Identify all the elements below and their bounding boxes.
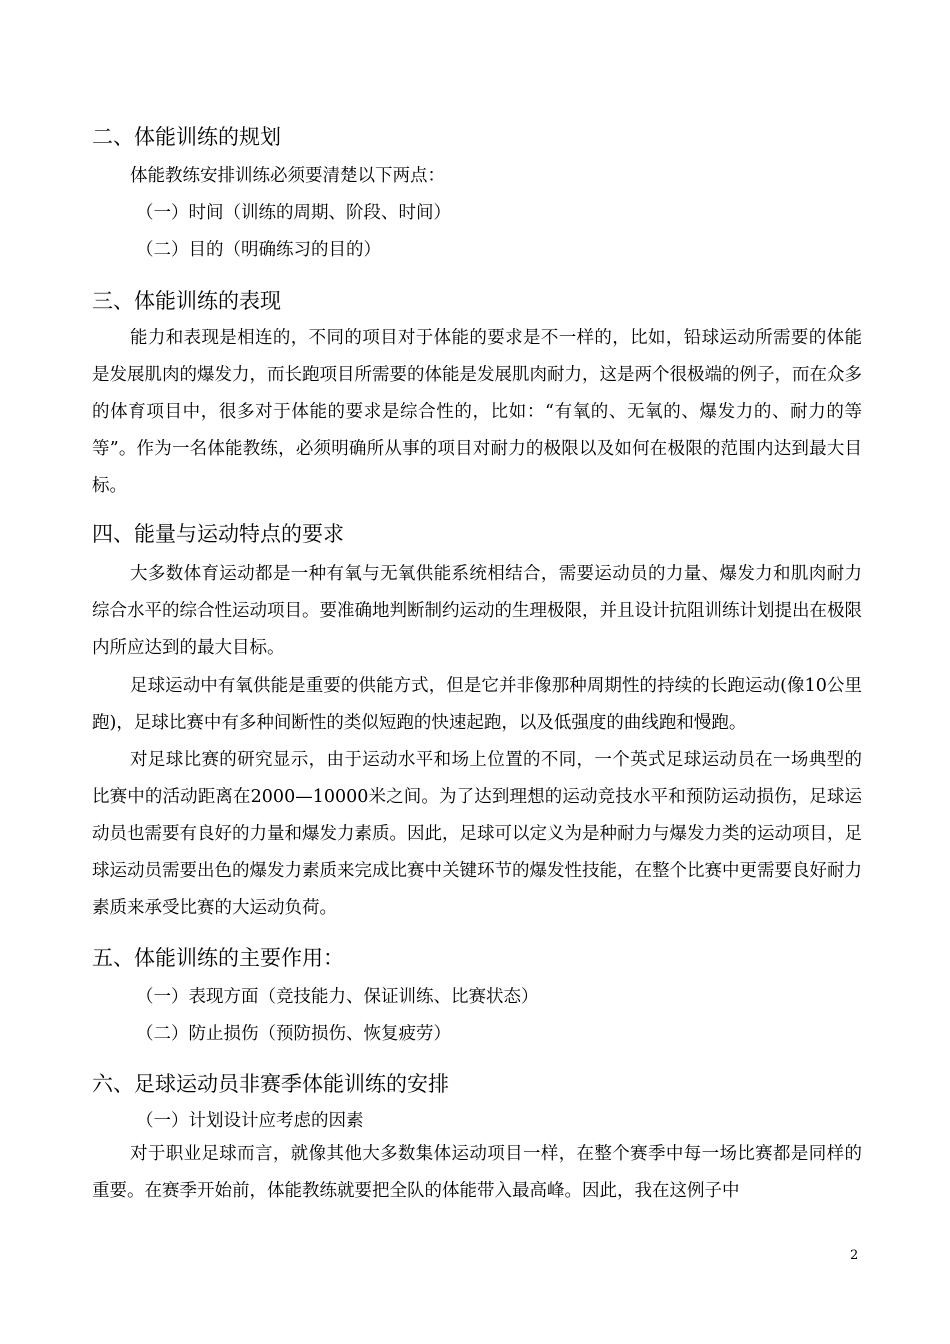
- planning-item-time: （一）时间（训练的周期、阶段、时间）: [136, 203, 451, 223]
- section-heading-performance: 三、体能训练的表现: [92, 289, 281, 313]
- energy-paragraph-3: 对足球比赛的研究显示，由于运动水平和场上位置的不同，一个英式足球运动员在一场典型的比赛中的活动距离在2000—10000米之间。为了达到理想的运动竞技水平和预防运动损伤，足球运动员也需要有良好的力量和爆发力素质。因此，足球可以定义为是种耐力与爆发力类的运动项目，足球运动员需要出色的爆发力素质来完成比赛中关键环节的爆发性技能，在整个比赛中更需要良好耐力素质来承受比赛的大运动负荷。: [92, 750, 862, 918]
- planning-intro: 体能教练安排训练必须要清楚以下两点：: [130, 166, 445, 186]
- page-number: 2: [850, 1248, 859, 1263]
- section-heading-offseason: 六、足球运动员非赛季体能训练的安排: [92, 1072, 449, 1096]
- functions-item-performance: （一）表现方面（竞技能力、保证训练、比赛状态）: [136, 987, 539, 1007]
- section-heading-functions: 五、体能训练的主要作用：: [92, 946, 344, 970]
- planning-item-goal: （二）目的（明确练习的目的）: [136, 240, 381, 260]
- energy-paragraph-2: 足球运动中有氧供能是重要的供能方式，但是它并非像那种周期性的持续的长跑运动(像10公里跑)，足球比赛中有多种间断性的类似短跑的快速起跑，以及低强度的曲线跑和慢跑。: [92, 676, 862, 733]
- performance-paragraph: 能力和表现是相连的，不同的项目对于体能的要求是不一样的，比如，铅球运动所需要的体能是发展肌肉的爆发力，而长跑项目所需要的体能是发展肌肉耐力，这是两个很极端的例子，而在众多的体育项目中，很多对于体能的要求是综合性的，比如：“有氧的、无氧的、爆发力的、耐力的等等”。作为一名体能教练，必须明确所从事的项目对耐力的极限以及如何在极限的范围内达到最大目标。: [92, 328, 862, 496]
- section-heading-energy: 四、能量与运动特点的要求: [92, 522, 344, 546]
- section-heading-planning: 二、体能训练的规划: [92, 125, 281, 149]
- functions-item-injury: （二）防止损伤（预防损伤、恢复疲劳）: [136, 1024, 451, 1044]
- offseason-subheading: （一）计划设计应考虑的因素: [136, 1111, 364, 1131]
- offseason-paragraph: 对于职业足球而言，就像其他大多数集体运动项目一样，在整个赛季中每一场比赛都是同样的重要。在赛季开始前，体能教练就要把全队的体能带入最高峰。因此，我在这例子中: [92, 1144, 862, 1201]
- energy-paragraph-1: 大多数体育运动都是一种有氧与无氧供能系统相结合，需要运动员的力量、爆发力和肌肉耐力综合水平的综合性运动项目。要准确地判断制约运动的生理极限，并且设计抗阻训练计划提出在极限内所应达到的最大目标。: [92, 564, 862, 658]
